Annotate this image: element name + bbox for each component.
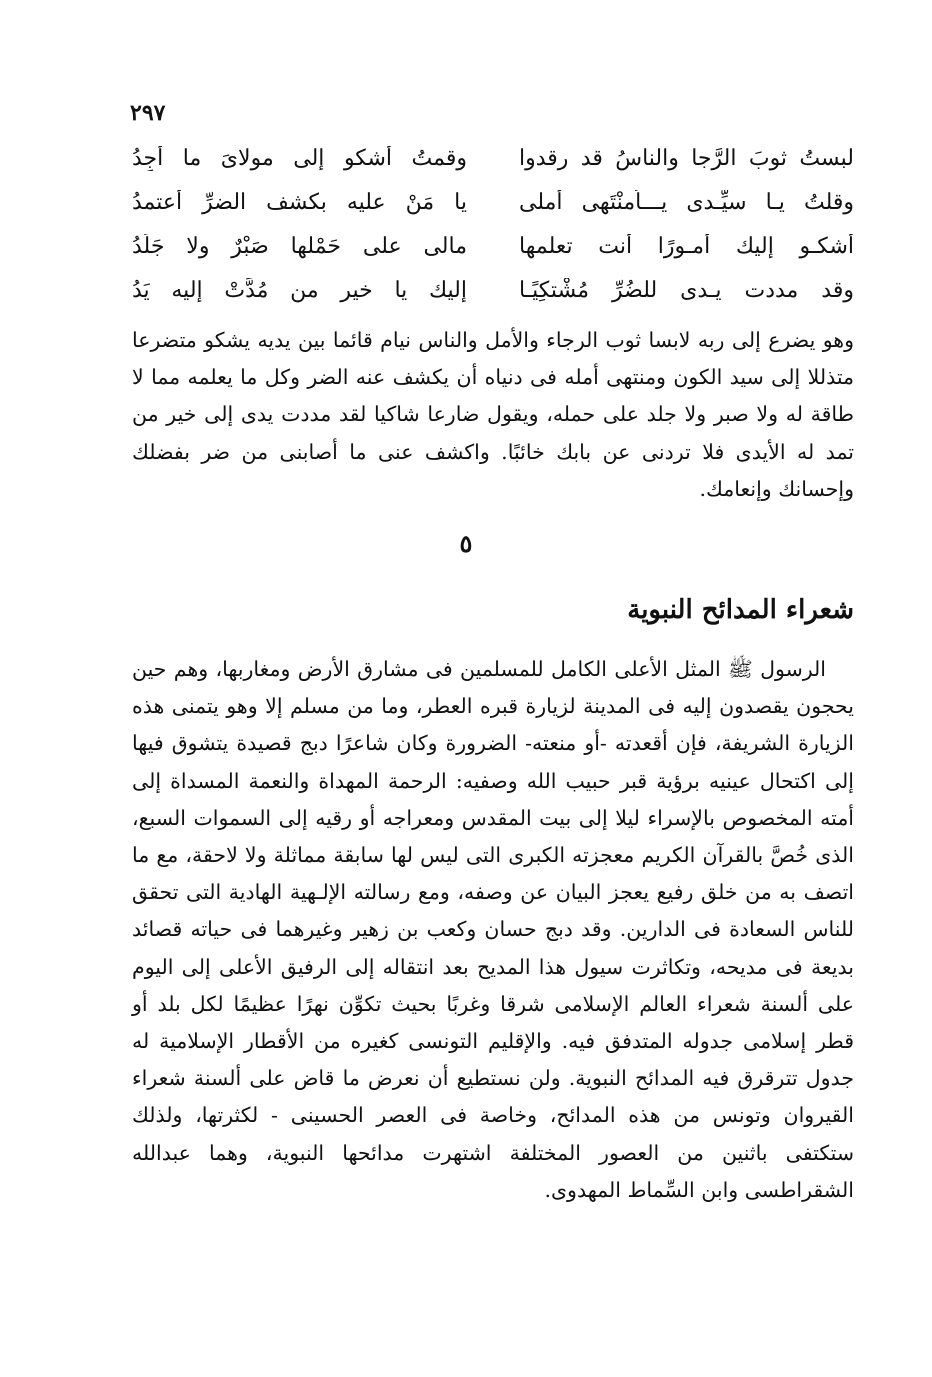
- page-number: ٢٩٧: [130, 100, 166, 126]
- verse: [132, 136, 854, 180]
- hemistich-left: مالى على حَمْلها صَبْرٌ ولا جَلَدُ: [132, 233, 467, 259]
- hemistich-right: وقلتُ يـا سيِّـدى يـــاُمنْتَهى أملى: [519, 189, 854, 215]
- verse: [132, 268, 854, 312]
- verse: [132, 180, 854, 224]
- verse: [132, 224, 854, 268]
- section-number: ٥: [459, 529, 473, 558]
- hemistich-right: أشكـو إليك أمـورًا أنت تعلمها: [519, 233, 854, 259]
- section-title: شعراء المدائح النبوية: [627, 595, 854, 625]
- poem: [132, 136, 854, 312]
- hemistich-left: وقمتُ أشكو إلى مولاىَ ما أجِدُ: [132, 145, 467, 171]
- hemistich-right: وقد مددت يـدى للضُرِّ مُشْتكِيًـا: [519, 277, 854, 303]
- hemistich-left: يا مَنْ عليه بكشف الضرِّ أعتمدُ: [132, 189, 467, 215]
- hemistich-right: لبستُ ثوبَ الرَّجا والناسُ قد رقدوا: [519, 145, 854, 171]
- hemistich-left: إليك يا خير من مُدَّتْ إليه يَدُ: [132, 277, 467, 303]
- body-paragraph: الرسول ﷺ المثل الأعلى الكامل للمسلمين فى مشارق الأرض ومغاربها، وهم حين يحجون يقصدون إليه فى المدينة لزيارة قبره العطر، وما من مسلم إلا وهو يتمنى هذه الزيارة الشريفة، فإن أقعدته -أو منعته- الضرورة وكان شاعرًا دبج قصيدة يتشوق فيها إلى اكتحال عينيه برؤية قبر حبيب الله وصفيه: الرحمة المهداة والنعمة المسداة إلى أمته المخصوص بالإسراء ليلا إلى بيت المقدس ومعراجه أو رقيه إلى السموات السبع، الذى خُصَّ بالقرآن الكريم معجزته الكبرى التى ليس لها سابقة مماثلة ولا لاحقة، مع ما اتصف به من خلق رفيع يعجز البيان عن وصفه، ومع رسالته الإلـهية الهادية التى تحقق للناس السعادة فى الدارين. وقد دبج حسان وكعب بن زهير وغيرهما فى حياته قصائد بديعة فى مديحه، وتكاثرت سيول هذا المديح بعد انتقاله إلى الرفيق الأعلى إلى اليوم على ألسنة شعراء العالم الإسلامى شرقا وغربًا بحيث تكوِّن نهرًا عظيمًا لكل بلد أو قطر إسلامى جدوله المتدفق فيه. والإقليم التونسى كغيره من الأقطار الإسلامية له جدول تترقرق فيه المدائح النبوية. ولن نستطيع أن نعرض ما قاض على ألسنة شعراء القيروان وتونس من هذه المدائح، وخاصة فى العصر الحسينى - لكثرتها، ولذلك ستكتفى باثنين من العصور المختلفة اشتهرت مدائحها النبوية، وهما عبدالله الشقراطسى وابن السِّماط المهدوى.: [132, 657, 854, 1202]
- commentary-paragraph: وهو يضرع إلى ربه لابسا ثوب الرجاء والأمل والناس نيام قائما بين يديه يشكو متضرعا متذللا إلى سيد الكون ومنتهى أمله فى دنياه أن يكشف عنه الضر وكل ما يعلمه مما لا طاقة له ولا صبر ولا جلد على حمله، ويقول ضارعا شاكيا لقد مددت يدى إلى خير من تمد له الأيدى فلا تردنى عن بابك خائبًا. واكشف عنى ما أصابنى من ضر بفضلك وإحسانك وإنعامك.: [132, 328, 854, 501]
